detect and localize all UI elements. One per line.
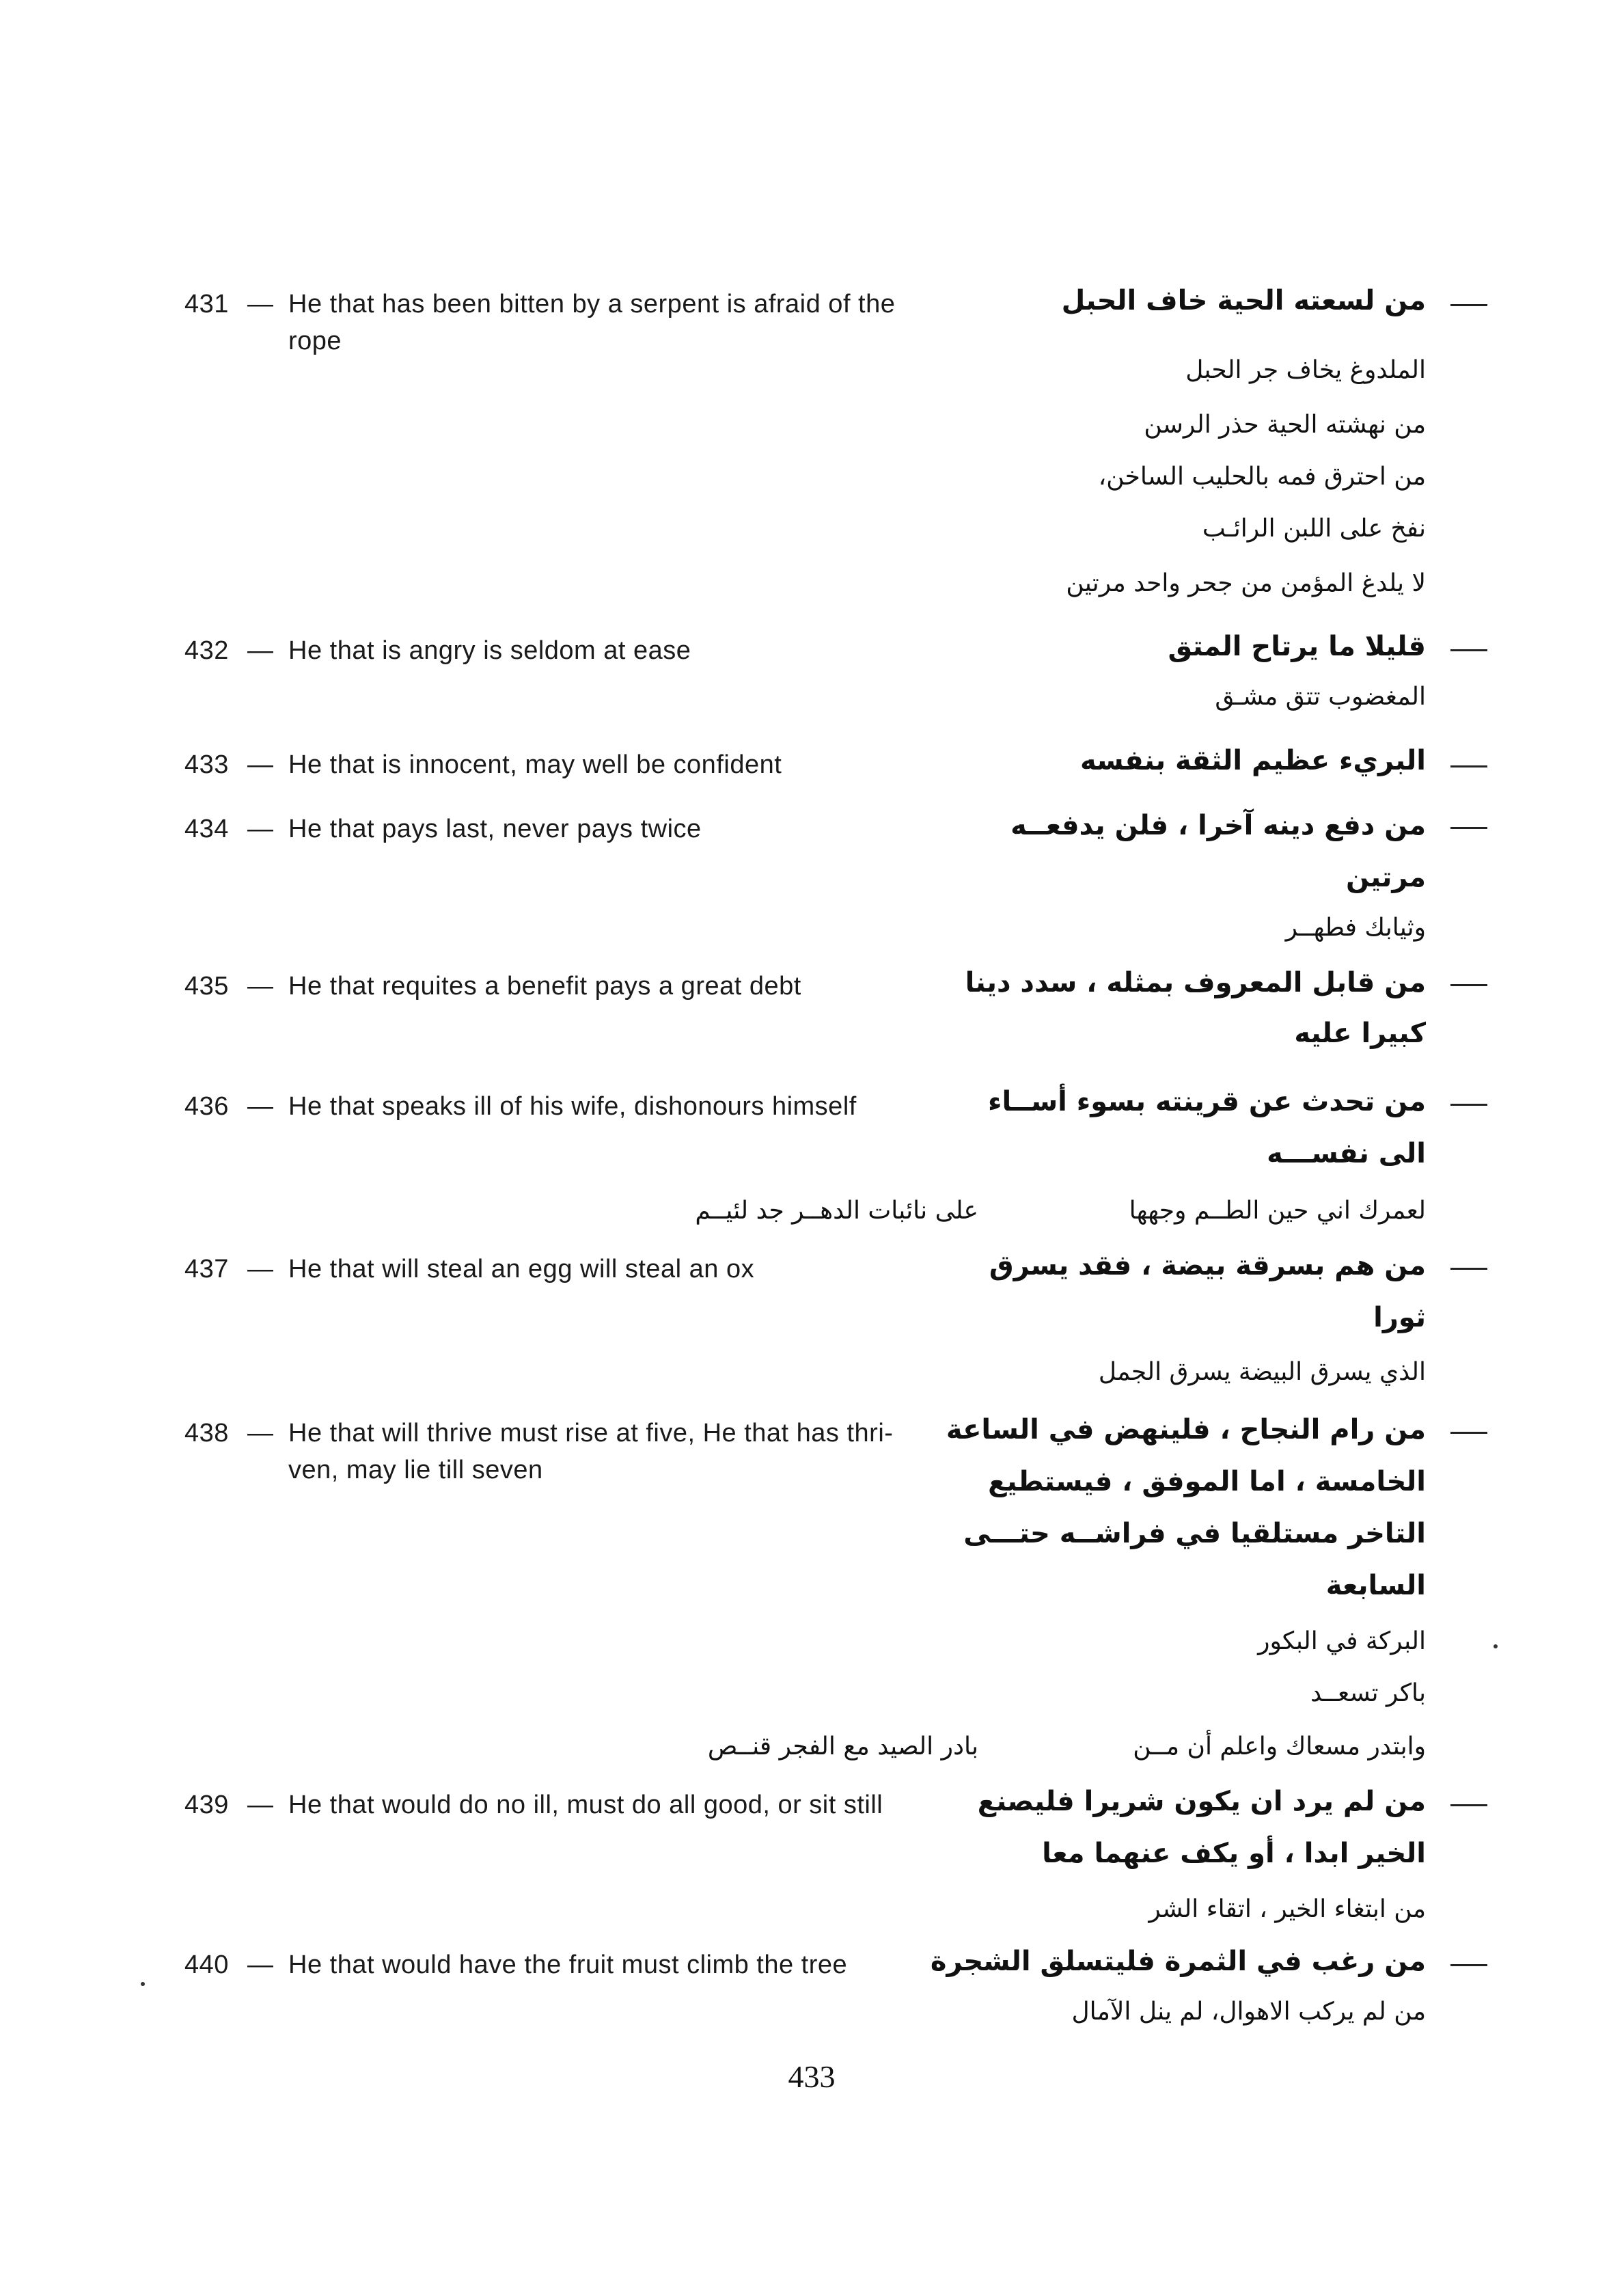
verse-second-hemistich: بادر الصيد مع الفجر قنــص	[707, 1732, 978, 1760]
arabic-proverb-continued: الخامسة ، اما الموفق ، فيستطيع	[988, 1466, 1426, 1497]
arabic-dash	[1450, 304, 1487, 306]
arabic-equivalent: البركة في البكور	[1258, 1627, 1426, 1655]
english-proverb-continued: ven, may lie till seven	[288, 1456, 543, 1484]
entry-434-english	[184, 811, 702, 847]
verse-second-hemistich: على نائبات الدهــر جد لئيــم	[695, 1197, 978, 1225]
arabic-equivalent: من لم يركب الاهوال، لم ينل الآمال	[1071, 1998, 1426, 2026]
entry-number: 437	[184, 1255, 229, 1283]
arabic-dash	[1450, 1268, 1487, 1270]
entry-number: 439	[184, 1791, 229, 1819]
entry-435-english	[184, 968, 801, 1005]
entry-dash: —	[247, 636, 274, 665]
entry-432-english	[184, 632, 691, 669]
arabic-proverb-continued: كبيرا عليه	[1294, 1018, 1426, 1049]
arabic-dash	[1450, 1432, 1487, 1434]
entry-dash: —	[247, 1419, 274, 1447]
arabic-proverb-continued: السابعة	[1325, 1570, 1426, 1601]
entry-number: 435	[184, 972, 229, 1001]
arabic-dash	[1450, 1964, 1487, 1966]
arabic-dash	[1450, 649, 1487, 651]
entry-number: 431	[184, 290, 229, 318]
entry-dash: —	[247, 1255, 274, 1283]
arabic-dash	[1450, 984, 1487, 986]
verse-first-hemistich: وابتدر مسعاك واعلم أن مــن	[1133, 1732, 1426, 1760]
entry-number: 433	[184, 750, 229, 779]
entry-437-english	[184, 1251, 754, 1288]
arabic-equivalent: الذي يسرق البيضة يسرق الجمل	[1098, 1358, 1426, 1386]
entry-433-english	[184, 746, 782, 783]
entry-dash: —	[247, 1092, 274, 1121]
english-proverb: He that speaks ill of his wife, dishonours himself	[288, 1092, 857, 1121]
stray-mark	[1494, 1644, 1498, 1648]
entry-436-english	[184, 1088, 857, 1125]
arabic-dash	[1450, 1104, 1487, 1106]
english-proverb: He that is innocent, may well be confident	[288, 750, 782, 779]
entry-dash: —	[247, 1791, 274, 1819]
arabic-proverb-continued: ثورا	[1373, 1302, 1426, 1333]
english-proverb: He that is angry is seldom at ease	[288, 636, 691, 665]
verse-first-hemistich: لعمرك اني حين الطــم وجهها	[1129, 1197, 1426, 1225]
arabic-proverb: من تحدث عن قرينته بسوء أســاء	[988, 1086, 1426, 1117]
english-proverb: He that would do no ill, must do all good, or sit still	[288, 1791, 883, 1819]
arabic-proverb: من رام النجاح ، فلينهض في الساعة	[946, 1414, 1426, 1445]
entry-dash: —	[247, 1950, 274, 1979]
entry-431-english	[184, 286, 895, 359]
arabic-equivalent: المغضوب تتق مشـق	[1215, 683, 1426, 711]
arabic-equivalent: وثيابك فطهــر	[1285, 914, 1426, 942]
entry-440-english	[184, 1946, 847, 1983]
entry-dash: —	[247, 750, 274, 779]
arabic-equivalent: لا يلدغ المؤمن من جحر واحد مرتين	[1066, 569, 1426, 597]
arabic-equivalent: باكر تسعــد	[1310, 1679, 1426, 1707]
arabic-proverb: قليلا ما يرتاح المتق	[1168, 631, 1426, 662]
english-proverb: He that will steal an egg will steal an ox	[288, 1255, 755, 1283]
page-number: 433	[788, 2059, 836, 2094]
stray-mark	[141, 1982, 145, 1986]
english-proverb: He that pays last, never pays twice	[288, 815, 702, 843]
arabic-equivalent: من نهشته الحية حذر الرسن	[1144, 411, 1426, 439]
entry-number: 438	[184, 1419, 229, 1447]
arabic-equivalent: من ابتغاء الخير ، اتقاء الشر	[1148, 1895, 1426, 1923]
entry-439-english	[184, 1786, 883, 1823]
arabic-proverb-continued: الى نفســـه	[1267, 1138, 1426, 1169]
arabic-proverb: من لم يرد ان يكون شريرا فليصنع	[977, 1786, 1426, 1817]
arabic-proverb: من لسعته الحية خاف الحبل	[1061, 285, 1426, 316]
arabic-proverb: البريء عظيم الثقة بنفسه	[1079, 745, 1426, 776]
english-proverb: He that will thrive must rise at five, He that has thri-	[288, 1419, 894, 1447]
english-proverb: He that would have the fruit must climb the tree	[288, 1950, 848, 1979]
arabic-equivalent: الملدوغ يخاف جر الحبل	[1185, 356, 1426, 384]
entry-number: 432	[184, 636, 229, 665]
entry-number: 434	[184, 815, 229, 843]
entry-number: 436	[184, 1092, 229, 1121]
arabic-dash	[1450, 765, 1487, 767]
arabic-equivalent: من احترق فمه بالحليب الساخن،	[1098, 463, 1426, 491]
english-proverb: He that requites a benefit pays a great debt	[288, 972, 801, 1001]
arabic-dash	[1450, 827, 1487, 829]
entry-dash: —	[247, 290, 274, 318]
arabic-proverb: من رغب في الثمرة فليتسلق الشجرة	[930, 1946, 1426, 1977]
entry-number: 440	[184, 1950, 229, 1979]
entry-dash: —	[247, 972, 274, 1001]
entry-438-english	[184, 1415, 893, 1488]
arabic-proverb-continued: الخير ابدا ، أو يكف عنهما معا	[1042, 1838, 1426, 1869]
arabic-equivalent: نفخ على اللبن الرائـب	[1202, 515, 1426, 543]
arabic-proverb-continued: مرتين	[1346, 862, 1426, 893]
arabic-proverb-continued: التاخر مستلقيا في فراشــه حتـــى	[963, 1518, 1426, 1549]
entry-dash: —	[247, 815, 274, 843]
english-proverb-continued: rope	[288, 327, 342, 355]
arabic-proverb: من قابل المعروف بمثله ، سدد دينا	[965, 967, 1426, 998]
english-proverb: He that has been bitten by a serpent is afraid of the	[288, 290, 896, 318]
arabic-proverb: من دفع دينه آخرا ، فلن يدفعــه	[1010, 810, 1426, 841]
arabic-dash	[1450, 1804, 1487, 1806]
arabic-proverb: من هم بسرقة بيضة ، فقد يسرق	[989, 1250, 1426, 1281]
